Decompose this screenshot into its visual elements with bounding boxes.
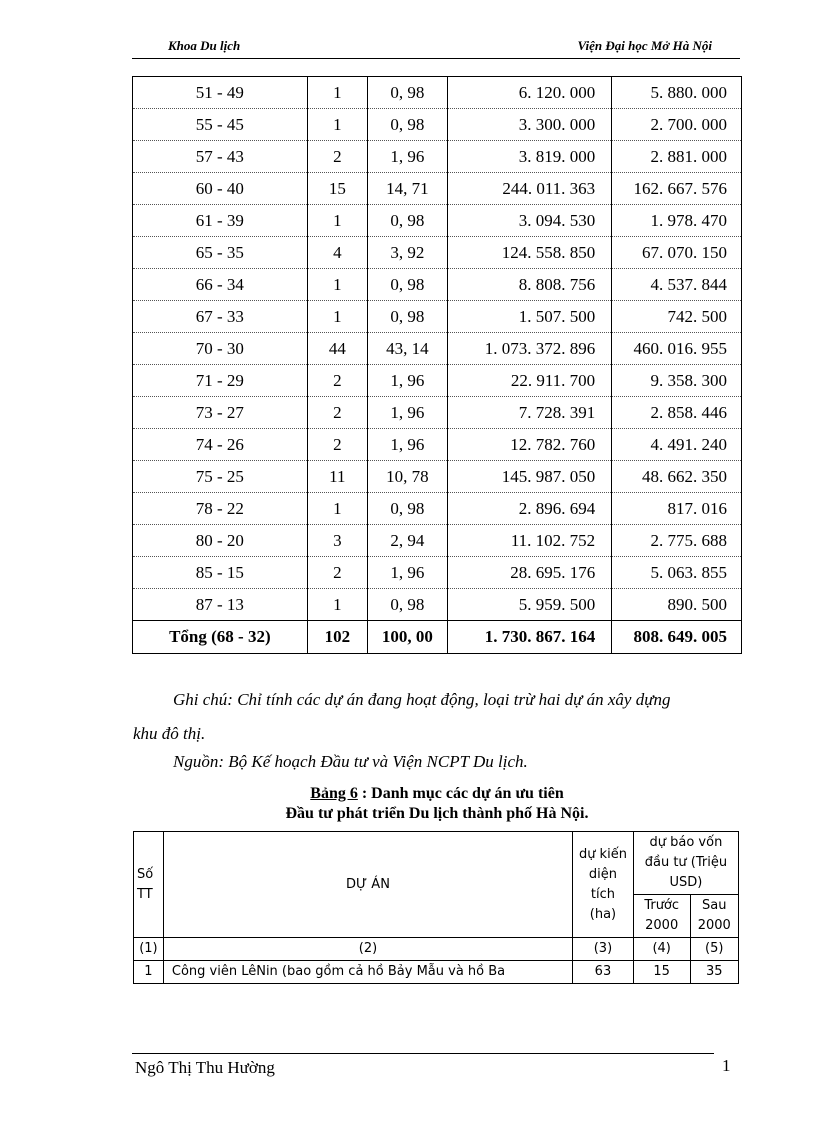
cell-disbursed: 4. 491. 240 — [612, 429, 742, 461]
cell-count: 15 — [307, 173, 367, 205]
cell-capital: 8. 808. 756 — [447, 269, 612, 301]
cell-range: 60 - 40 — [133, 173, 308, 205]
total-cell-capital: 1. 730. 867. 164 — [447, 621, 612, 654]
cell-range: 71 - 29 — [133, 365, 308, 397]
index-cell: (4) — [633, 938, 690, 961]
cell-percent: 3, 92 — [368, 237, 448, 269]
cell-percent: 0, 98 — [368, 269, 448, 301]
cell-range: 85 - 15 — [133, 557, 308, 589]
table-row — [134, 961, 739, 984]
cell-disbursed: 1. 978. 470 — [612, 205, 742, 237]
cell-range: 74 - 26 — [133, 429, 308, 461]
cell-disbursed: 2. 858. 446 — [612, 397, 742, 429]
table-row — [133, 461, 742, 493]
cell-percent: 0, 98 — [368, 589, 448, 621]
cell-capital: 145. 987. 050 — [447, 461, 612, 493]
cell-project: Công viên LêNin (bao gồm cả hồ Bảy Mẫu và hồ Ba — [163, 961, 572, 984]
index-cell: (1) — [134, 938, 164, 961]
priority-projects-table — [133, 831, 739, 984]
total-cell-disbursed: 808. 649. 005 — [612, 621, 742, 654]
footer-author: Ngô Thị Thu Hường — [135, 1058, 275, 1077]
cell-percent: 14, 71 — [368, 173, 448, 205]
cell-count: 1 — [307, 77, 367, 109]
cell-count: 11 — [307, 461, 367, 493]
header-faculty: Khoa Du lịch — [168, 38, 241, 53]
table-row — [133, 77, 742, 109]
cell-range: 55 - 45 — [133, 109, 308, 141]
cell-capital: 1. 073. 372. 896 — [447, 333, 612, 365]
cell-percent: 0, 98 — [368, 77, 448, 109]
table-row — [133, 109, 742, 141]
cell-range: 70 - 30 — [133, 333, 308, 365]
note-source — [133, 746, 743, 778]
caption-subtitle: Đầu tư phát triển Du lịch thành phố Hà Nội. — [285, 805, 589, 822]
cell-percent: 0, 98 — [368, 109, 448, 141]
cell-count: 4 — [307, 237, 367, 269]
table-row — [133, 269, 742, 301]
cell-range: 51 - 49 — [133, 77, 308, 109]
note-line-2: khu đô thị. — [133, 724, 206, 743]
cell-capital: 5. 959. 500 — [447, 589, 612, 621]
cell-range: 73 - 27 — [133, 397, 308, 429]
cell-range: 75 - 25 — [133, 461, 308, 493]
cell-capital: 1. 507. 500 — [447, 301, 612, 333]
header-project: DỰ ÁN — [163, 832, 572, 938]
cell-capital: 12. 782. 760 — [447, 429, 612, 461]
cell-capital: 11. 102. 752 — [447, 525, 612, 557]
table-row — [133, 557, 742, 589]
cell-count: 1 — [307, 205, 367, 237]
index-cell: (5) — [690, 938, 738, 961]
cell-range: 65 - 35 — [133, 237, 308, 269]
cell-disbursed: 2. 700. 000 — [612, 109, 742, 141]
cell-count: 2 — [307, 429, 367, 461]
cell-percent: 2, 94 — [368, 525, 448, 557]
table-row — [133, 525, 742, 557]
cell-count: 2 — [307, 365, 367, 397]
cell-range: 67 - 33 — [133, 301, 308, 333]
cell-after: 35 — [690, 961, 738, 984]
page-header — [132, 36, 740, 59]
table-row — [133, 397, 742, 429]
table-row — [133, 237, 742, 269]
cell-percent: 0, 98 — [368, 205, 448, 237]
total-row — [133, 621, 742, 654]
cell-percent: 1, 96 — [368, 557, 448, 589]
header-after-2000: Sau 2000 — [690, 895, 738, 938]
investment-table-body — [133, 77, 742, 654]
cell-range: 61 - 39 — [133, 205, 308, 237]
header-stt: Số TT — [134, 832, 164, 938]
cell-range: 80 - 20 — [133, 525, 308, 557]
caption-title: : Danh mục các dự án ưu tiên — [357, 785, 564, 802]
cell-percent: 1, 96 — [368, 397, 448, 429]
cell-percent: 1, 96 — [368, 429, 448, 461]
cell-count: 1 — [307, 109, 367, 141]
cell-capital: 28. 695. 176 — [447, 557, 612, 589]
cell-count: 1 — [307, 269, 367, 301]
index-cell: (2) — [163, 938, 572, 961]
cell-disbursed: 460. 016. 955 — [612, 333, 742, 365]
cell-count: 1 — [307, 493, 367, 525]
cell-range: 87 - 13 — [133, 589, 308, 621]
cell-percent: 0, 98 — [368, 493, 448, 525]
cell-range: 66 - 34 — [133, 269, 308, 301]
cell-count: 2 — [307, 141, 367, 173]
cell-percent: 43, 14 — [368, 333, 448, 365]
table-row — [133, 141, 742, 173]
cell-capital: 7. 728. 391 — [447, 397, 612, 429]
total-cell-percent: 100, 00 — [368, 621, 448, 654]
cell-count: 1 — [307, 589, 367, 621]
cell-percent: 0, 98 — [368, 301, 448, 333]
cell-disbursed: 4. 537. 844 — [612, 269, 742, 301]
cell-capital: 3. 819. 000 — [447, 141, 612, 173]
cell-count: 3 — [307, 525, 367, 557]
table-row — [133, 493, 742, 525]
cell-disbursed: 67. 070. 150 — [612, 237, 742, 269]
cell-disbursed: 162. 667. 576 — [612, 173, 742, 205]
cell-count: 2 — [307, 397, 367, 429]
cell-disbursed: 742. 500 — [612, 301, 742, 333]
cell-count: 44 — [307, 333, 367, 365]
table-caption — [132, 784, 742, 824]
total-cell-range: Tổng (68 - 32) — [133, 621, 308, 654]
cell-percent: 1, 96 — [368, 141, 448, 173]
index-cell: (3) — [573, 938, 634, 961]
index-row — [134, 938, 739, 961]
cell-capital: 2. 896. 694 — [447, 493, 612, 525]
cell-area: 63 — [573, 961, 634, 984]
table-row — [133, 205, 742, 237]
caption-label: Bảng 6 — [310, 785, 358, 802]
cell-disbursed: 817. 016 — [612, 493, 742, 525]
cell-capital: 6. 120. 000 — [447, 77, 612, 109]
cell-capital: 124. 558. 850 — [447, 237, 612, 269]
cell-capital: 244. 011. 363 — [447, 173, 612, 205]
source-line: Nguồn: Bộ Kế hoạch Đầu tư và Viện NCPT Du lịch. — [173, 752, 528, 771]
header-before-2000: Trước 2000 — [633, 895, 690, 938]
total-cell-count: 102 — [307, 621, 367, 654]
table-row — [133, 301, 742, 333]
cell-disbursed: 5. 880. 000 — [612, 77, 742, 109]
table-row — [133, 365, 742, 397]
header-capital: dự báo vốn đầu tư (Triệu USD) — [633, 832, 738, 895]
cell-capital: 3. 300. 000 — [447, 109, 612, 141]
table-row — [133, 173, 742, 205]
cell-range: 78 - 22 — [133, 493, 308, 525]
table-row — [133, 429, 742, 461]
cell-capital: 22. 911. 700 — [447, 365, 612, 397]
page-number: 1 — [722, 1056, 731, 1075]
cell-disbursed: 48. 662. 350 — [612, 461, 742, 493]
note-line-1: Ghi chú: Chỉ tính các dự án đang hoạt động, loại trừ hai dự án xây dựng — [173, 690, 671, 709]
note-ghi-chu — [133, 684, 743, 750]
cell-disbursed: 890. 500 — [612, 589, 742, 621]
cell-stt: 1 — [134, 961, 164, 984]
cell-count: 2 — [307, 557, 367, 589]
cell-capital: 3. 094. 530 — [447, 205, 612, 237]
cell-disbursed: 9. 358. 300 — [612, 365, 742, 397]
investment-table — [132, 76, 742, 654]
cell-range: 57 - 43 — [133, 141, 308, 173]
table-row — [133, 333, 742, 365]
cell-percent: 10, 78 — [368, 461, 448, 493]
cell-disbursed: 5. 063. 855 — [612, 557, 742, 589]
cell-percent: 1, 96 — [368, 365, 448, 397]
cell-before: 15 — [633, 961, 690, 984]
table-row — [133, 589, 742, 621]
cell-disbursed: 2. 881. 000 — [612, 141, 742, 173]
cell-count: 1 — [307, 301, 367, 333]
footer-divider — [132, 1053, 714, 1054]
cell-disbursed: 2. 775. 688 — [612, 525, 742, 557]
header-area: dự kiến diện tích (ha) — [573, 832, 634, 938]
header-institute: Viện Đại học Mở Hà Nội — [577, 38, 712, 53]
